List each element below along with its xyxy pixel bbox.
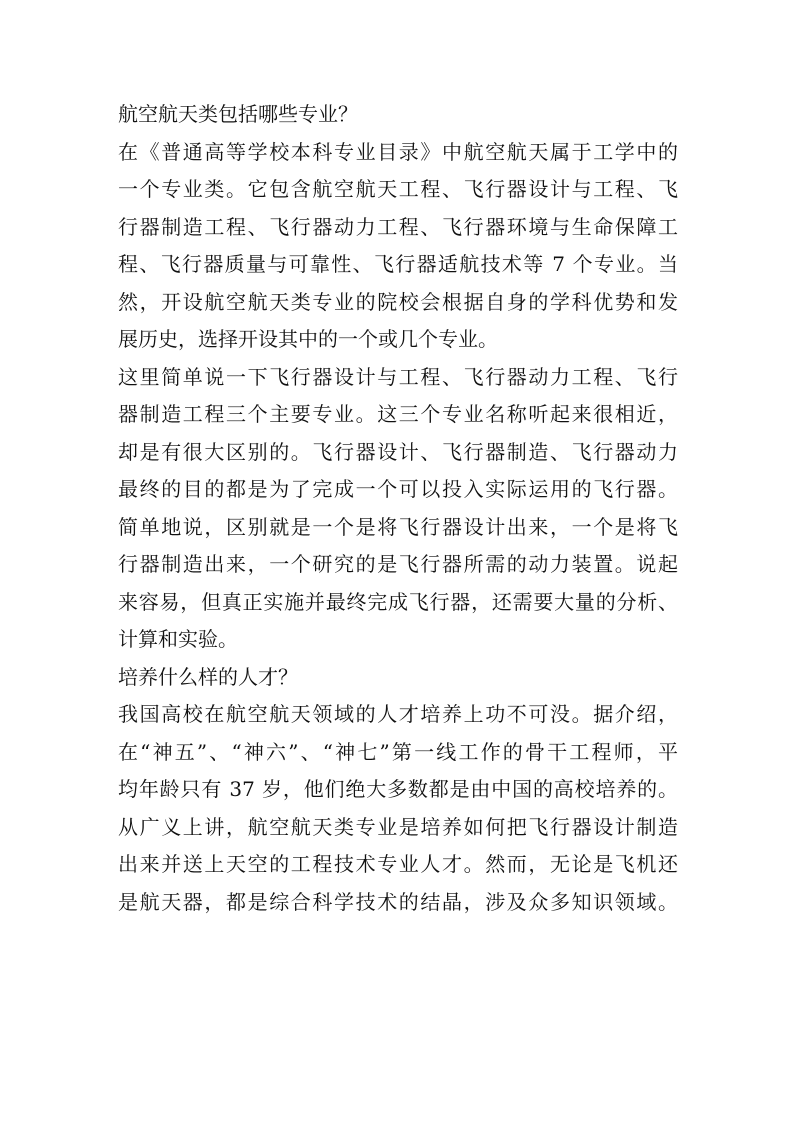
text-line: 一个专业类。它包含航空航天工程、飞行器设计与工程、飞: [118, 177, 678, 201]
heading-talent-training: [118, 659, 678, 697]
paragraph-majors-overview: [118, 134, 678, 359]
text-line: 航空航天类包括哪些专业？: [118, 102, 358, 126]
text-line: 行器制造工程、飞行器动力工程、飞行器环境与生命保障工: [118, 214, 678, 239]
text-line: 行器制造出来，一个研究的是飞行器所需的动力装置。说起: [118, 552, 678, 576]
text-line: 培养什么样的人才？: [118, 664, 298, 689]
text-line: 这里简单说一下飞行器设计与工程、飞行器动力工程、飞行: [118, 364, 678, 389]
document-body: [118, 96, 678, 921]
text-line: 程、飞行器质量与可靠性、飞行器适航技术等 7 个专业。当: [118, 252, 678, 276]
text-line: 从广义上讲，航空航天类专业是培养如何把飞行器设计制造: [118, 814, 678, 839]
text-line: 在《普通高等学校本科专业目录》中航空航天属于工学中的: [118, 139, 678, 164]
text-line: 然，开设航空航天类专业的院校会根据自身的学科优势和发: [118, 289, 678, 314]
text-line: 出来并送上天空的工程技术专业人才。然而，无论是飞机还: [118, 852, 678, 876]
text-line: 我国高校在航空航天领域的人才培养上功不可没。据介绍，: [118, 702, 678, 726]
text-line: 简单地说，区别就是一个是将飞行器设计出来，一个是将飞: [118, 514, 678, 539]
text-line: 是航天器，都是综合科学技术的结晶，涉及众多知识领域。: [118, 889, 678, 914]
paragraph-talent-training: [118, 696, 678, 921]
text-line: 均年龄只有 37 岁，他们绝大多数都是由中国的高校培养的。: [118, 777, 678, 801]
text-line: 在“神五”、“神六”、“神七”第一线工作的骨干工程师，平: [118, 739, 678, 764]
text-line: 最终的目的都是为了完成一个可以投入实际运用的飞行器。: [118, 477, 678, 501]
text-line: 计算和实验。: [118, 627, 238, 651]
text-line: 器制造工程三个主要专业。这三个专业名称听起来很相近，: [118, 402, 678, 426]
text-line: 来容易，但真正实施并最终完成飞行器，还需要大量的分析、: [118, 589, 678, 614]
text-line: 却是有很大区别的。飞行器设计、飞行器制造、飞行器动力: [118, 439, 678, 464]
text-line: 展历史，选择开设其中的一个或几个专业。: [118, 327, 498, 351]
paragraph-major-differences: [118, 359, 678, 659]
heading-majors: [118, 96, 678, 134]
